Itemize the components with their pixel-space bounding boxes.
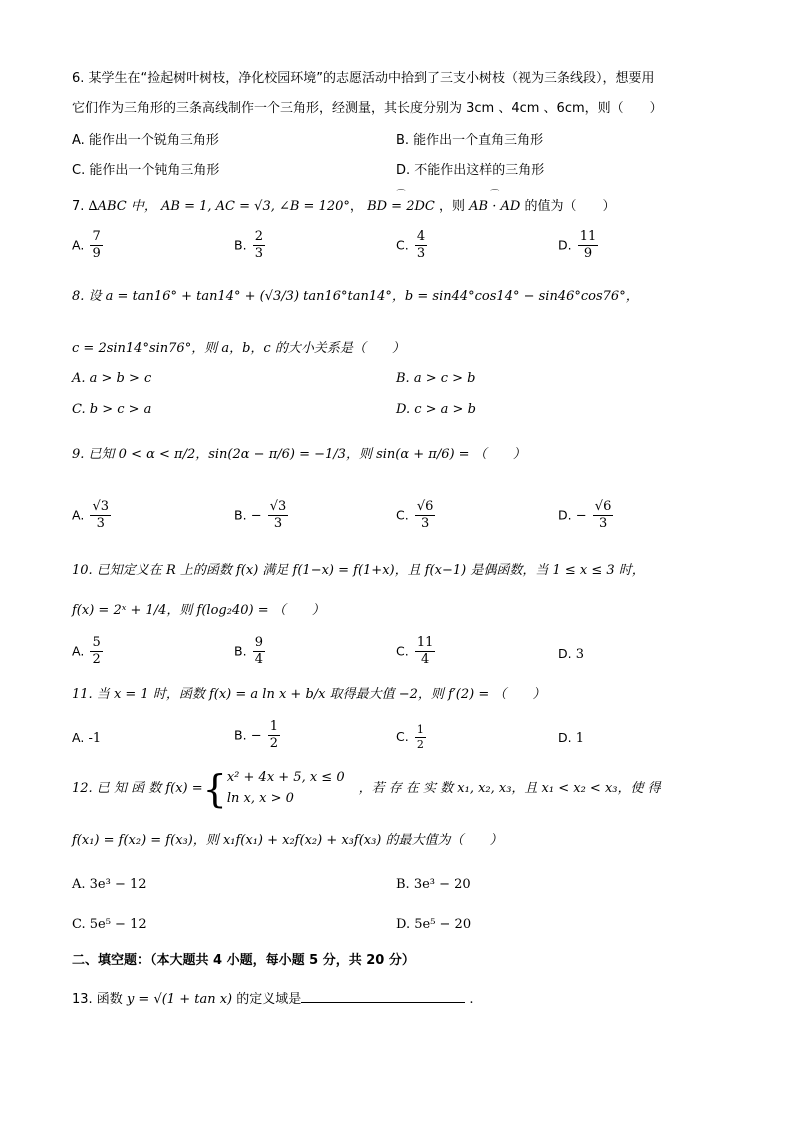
q9-option-c[interactable]: C. $\frac{√6}{3}$ bbox=[396, 499, 434, 532]
q13-line: 13. 函数 y = √(1 + tan x) 的定义域是 . bbox=[72, 992, 474, 1007]
q12-option-c[interactable]: C. 5e⁵ − 12 bbox=[72, 917, 147, 932]
q11-line: 11. 当 x = 1 时，函数 f(x) = a ln x + b/x 取得最大值 −2，则 f′(2) = （ ） bbox=[72, 687, 546, 702]
q7-number: 7. bbox=[72, 199, 85, 214]
q10-line1: 10. 已知定义在 R 上的函数 f(x) 满足 f(1−x) = f(1+x)，且 f(x−1) 是偶函数，当 1 ≤ x ≤ 3 时， bbox=[72, 563, 645, 578]
piecewise-brace: { bbox=[202, 766, 227, 811]
q11-option-c[interactable]: C. $\frac{1}{2}$ bbox=[396, 723, 424, 752]
q10-option-d[interactable]: D. 3 bbox=[558, 646, 585, 662]
q11-option-b[interactable]: B. − $\frac{1}{2}$ bbox=[234, 719, 279, 752]
q7-line: 7. ∆ABC 中， AB = 1, AC = √3, ∠B = 120°， ⌒ BD = 2DC ，则 ⌒ AB · AD 的值为（ ） bbox=[72, 200, 615, 213]
q10-option-b[interactable]: B. $\frac{9}{4}$ bbox=[234, 635, 263, 668]
q6-option-a[interactable]: A. 能作出一个锐角三角形 bbox=[72, 133, 219, 148]
q7-pre: ∆ABC 中， bbox=[88, 199, 157, 214]
q12-option-b[interactable]: B. 3e³ − 20 bbox=[396, 877, 471, 892]
q12-line1 bbox=[72, 768, 661, 810]
q10-option-a[interactable]: A. $\frac{5}{2}$ bbox=[72, 635, 101, 668]
q7-dot-product: ⌒ AB · AD bbox=[469, 200, 520, 213]
q9-line: 9. 已知 0 < α < π/2，sin(2α − π/6) = −1/3，则 sin(α + π/6) = （ ） bbox=[72, 447, 526, 462]
q11-option-a[interactable]: A. -1 bbox=[72, 730, 102, 746]
q7-option-d[interactable]: D. $\frac{11}{9}$ bbox=[558, 229, 597, 262]
q11-option-d[interactable]: D. 1 bbox=[558, 730, 585, 746]
q12-option-a[interactable]: A. 3e³ − 12 bbox=[72, 877, 147, 892]
q8-option-d[interactable]: D. c > a > b bbox=[396, 402, 476, 417]
q9-option-b[interactable]: B. − $\frac{√3}{3}$ bbox=[234, 499, 287, 532]
q12-line2: f(x₁) = f(x₂) = f(x₃)，则 x₁f(x₁) + x₂f(x₂) + x₃f(x₃) 的最大值为（ ） bbox=[72, 833, 503, 848]
q8-option-b[interactable]: B. a > c > b bbox=[396, 371, 476, 386]
q8-line2: c = 2sin14°sin76°，则 a，b，c 的大小关系是（ ） bbox=[72, 341, 405, 356]
q6-option-d[interactable]: D. 不能作出这样的三角形 bbox=[396, 163, 545, 178]
q13-answer-blank[interactable] bbox=[301, 990, 465, 1003]
q6-line2: 它们作为三角形的三条高线制作一个三角形，经测量，其长度分别为 3cm 、4cm 、6cm，则（ ） bbox=[72, 101, 663, 116]
q9-option-a[interactable]: A. $\frac{√3}{3}$ bbox=[72, 499, 110, 532]
q10-option-c[interactable]: C. $\frac{11}{4}$ bbox=[396, 635, 434, 668]
q7-vector-relation: ⌒ BD = 2DC bbox=[367, 200, 435, 213]
q7-option-a[interactable]: A. $\frac{7}{9}$ bbox=[72, 229, 101, 262]
q9-option-d[interactable]: D. − $\frac{√6}{3}$ bbox=[558, 499, 612, 532]
q8-option-a[interactable]: A. a > b > c bbox=[72, 371, 152, 386]
q10-line2: f(x) = 2ˣ + 1/4，则 f(log₂40) = （ ） bbox=[72, 603, 325, 618]
q7-condition: AB = 1, AC = √3, ∠B = 120° bbox=[161, 199, 350, 214]
q7-option-c[interactable]: C. $\frac{4}{3}$ bbox=[396, 229, 426, 262]
q12-function-label: 12. 已 知 函 数 f(x) = bbox=[72, 781, 203, 797]
q8-line1: 8. 设 a = tan16° + tan14° + (√3/3) tan16°tan14°，b = sin44°cos14° − sin46°cos76°， bbox=[72, 289, 639, 304]
q7-tail: ，则 bbox=[438, 199, 465, 214]
q13-expression: y = √(1 + tan x) bbox=[126, 992, 233, 1007]
q12-case1: x² + 4x + 5, x ≤ 0 bbox=[226, 770, 345, 785]
q6-option-b[interactable]: B. 能作出一个直角三角形 bbox=[396, 133, 544, 148]
section-title-fill-in: 二、填空题：（本大题共 4 小题，每小题 5 分，共 20 分） bbox=[72, 953, 415, 968]
q6-line1: 6. 某学生在“捡起树叶树枝，净化校园环境”的志愿活动中拾到了三支小树枝（视为三条线段），想要用 bbox=[72, 71, 655, 86]
q12-option-d[interactable]: D. 5e⁵ − 20 bbox=[396, 917, 472, 932]
q7-end: 的值为（ ） bbox=[524, 199, 616, 214]
q12-condition: ，若 存 在 实 数 x₁, x₂, x₃，且 x₁ < x₂ < x₃，使 得 bbox=[358, 781, 661, 797]
q7-option-b[interactable]: B. $\frac{2}{3}$ bbox=[234, 229, 263, 262]
q12-case2: ln x, x > 0 bbox=[226, 790, 294, 806]
q8-option-c[interactable]: C. b > c > a bbox=[72, 402, 152, 417]
q6-option-c[interactable]: C. 能作出一个钝角三角形 bbox=[72, 163, 220, 178]
